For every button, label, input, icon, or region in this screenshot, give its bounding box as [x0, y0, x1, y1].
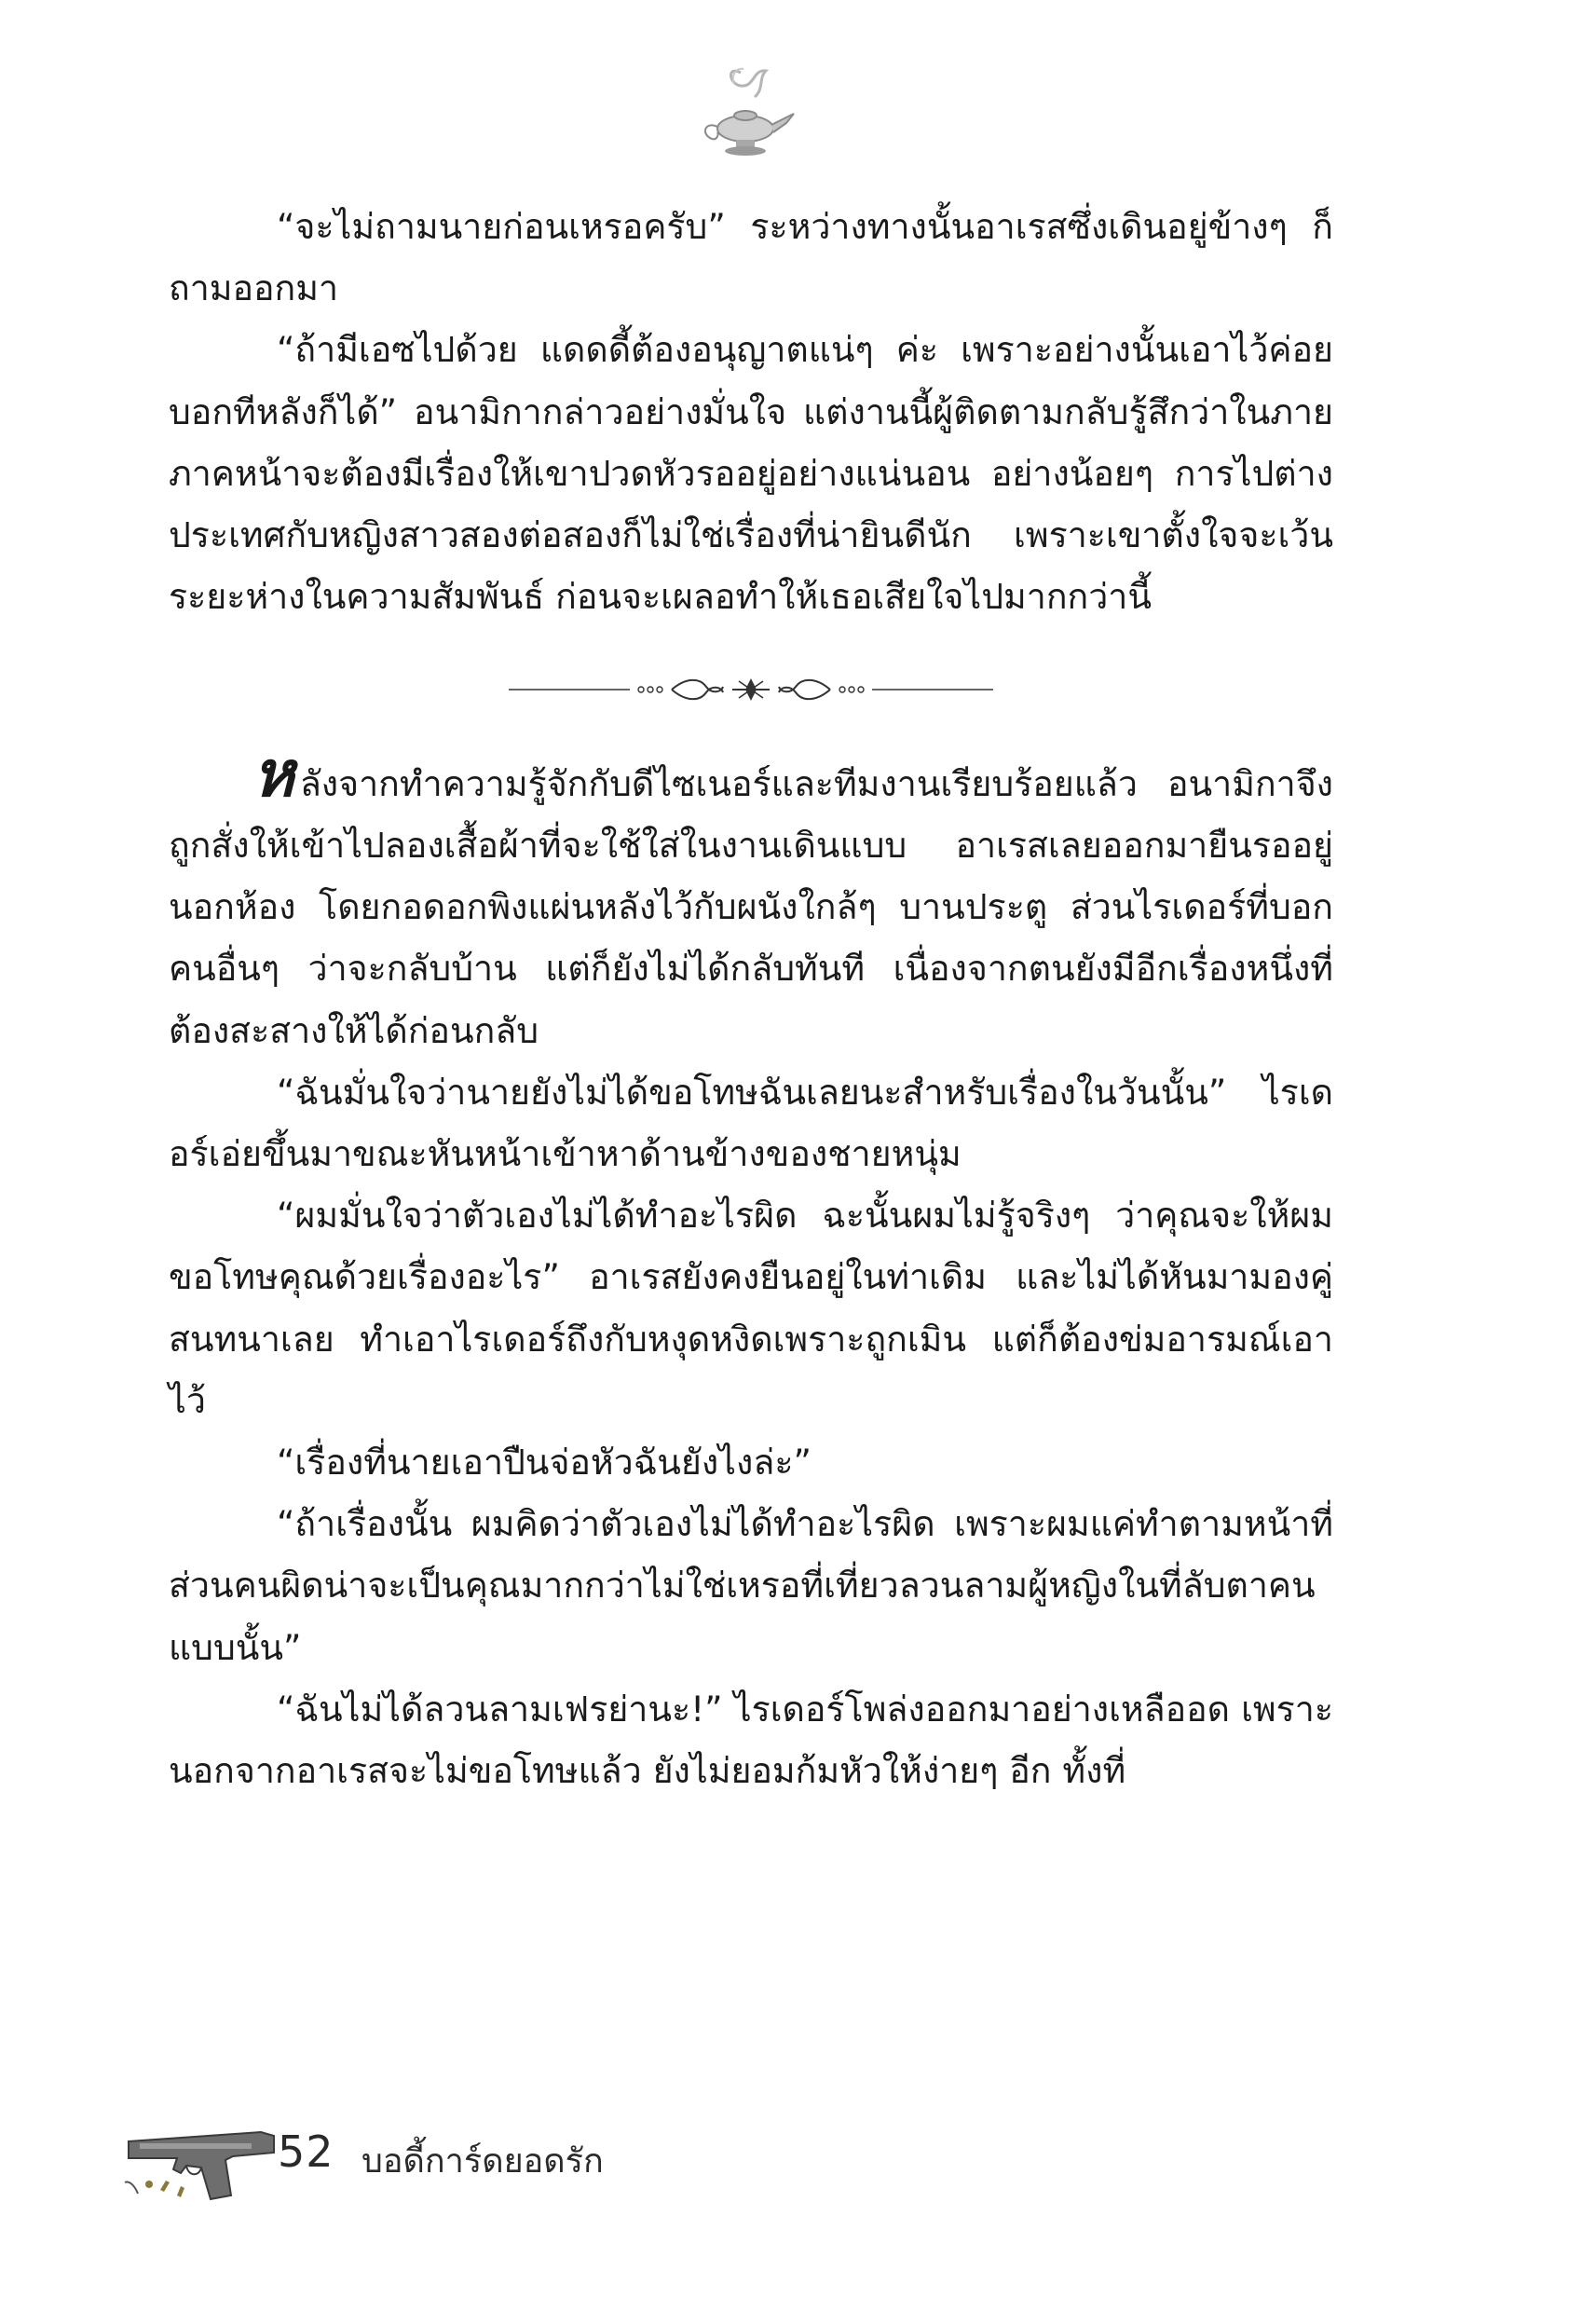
paragraph: “ฉันไม่ได้ลวนลามเฟรย่านะ!” ไรเดอร์โพล่งออกมาอย่างเหลืออด เพราะนอกจากอาเรสจะไม่ขอโทษแล้ว ยังไม่ยอมก้มหัวให้ง่ายๆ อีก ทั้งที่ [169, 1688, 1333, 1792]
page-footer [121, 2115, 866, 2208]
section-divider [169, 627, 1333, 750]
drop-cap: ห [252, 736, 294, 812]
ornamental-divider-icon [509, 676, 993, 704]
paragraph: “เรื่องที่นายเอาปืนจ่อหัวฉันยังไงล่ะ” [277, 1442, 812, 1484]
body-text [169, 196, 1333, 1801]
paragraph: “จะไม่ถามนายก่อนเหรอครับ” ระหว่างทางนั้นอาเรสซึ่งเดินอยู่ข้างๆ ก็ถามออกมา [169, 206, 1333, 309]
paragraph: “ฉันมั่นใจว่านายยังไม่ได้ขอโทษฉันเลยนะสำหรับเรื่องในวันนั้น” ไรเดอร์เอ่ยขึ้นมาขณะหันหน้าเข้าหาด้านข้างของชายหนุ่ม [169, 1071, 1333, 1175]
paragraph-text: ลังจากทำความรู้จักกับดีไซเนอร์และทีมงานเรียบร้อยแล้ว อนามิกาจึงถูกสั่งให้เข้าไปลองเสื้อผ้าที่จะใช้ใส่ในงานเดินแบบ อาเรสเลยออกมายืนรออยู่นอกห้อง โดยกอดอกพิงแผ่นหลังไว้กับผนังใกล้ๆ บานประตู ส่วนไรเดอร์ที่บอกคนอื่นๆ ว่าจะกลับบ้าน แต่ก็ยังไม่ได้กลับทันที เนื่องจากตนยังมีอีกเรื่องหนึ่งที่ต้องสะสางให้ได้ก่อนกลับ [169, 762, 1333, 1051]
page-number: 52 [278, 2126, 334, 2177]
paragraph: “ถ้ามีเอซไปด้วย แดดดี้ต้องอนุญาตแน่ๆ ค่ะ เพราะอย่างนั้นเอาไว้ค่อยบอกทีหลังก็ได้” อนามิกากล่าวอย่างมั่นใจ แต่งานนี้ผู้ติดตามกลับรู้สึกว่าในภายภาคหน้าจะต้องมีเรื่องให้เขาปวดหัวรออยู่อย่างแน่นอน อย่างน้อยๆ การไปต่างประเทศกับหญิงสาวสองต่อสองก็ไม่ใช่เรื่องที่น่ายินดีนัก เพราะเขาตั้งใจจะเว้นระยะห่างในความสัมพันธ์ ก่อนจะเผลอทำให้เธอเสียใจไปมากกว่านี้ [169, 329, 1333, 618]
book-title: บอดี้การ์ดยอดรัก [361, 2142, 604, 2181]
genie-lamp-icon [689, 56, 801, 168]
paragraph: “ผมมั่นใจว่าตัวเองไม่ได้ทำอะไรผิด ฉะนั้นผมไม่รู้จริงๆ ว่าคุณจะให้ผมขอโทษคุณด้วยเรื่องอะไร” อาเรสยังคงยืนอยู่ในท่าเดิม และไม่ได้หันมามองคู่สนทนาเลย ทำเอาไรเดอร์ถึงกับหงุดหงิดเพราะถูกเมิน แต่ก็ต้องข่มอารมณ์เอาไว้ [169, 1195, 1333, 1421]
paragraph: “ถ้าเรื่องนั้น ผมคิดว่าตัวเองไม่ได้ทำอะไรผิด เพราะผมแค่ทำตามหน้าที่ ส่วนคนผิดน่าจะเป็นคุณมากกว่าไม่ใช่เหรอที่เที่ยวลวนลามผู้หญิงในที่ลับตาคนแบบนั้น” [169, 1503, 1333, 1668]
pistol-icon [121, 2115, 289, 2208]
paragraph-dropcap [169, 736, 1333, 1061]
